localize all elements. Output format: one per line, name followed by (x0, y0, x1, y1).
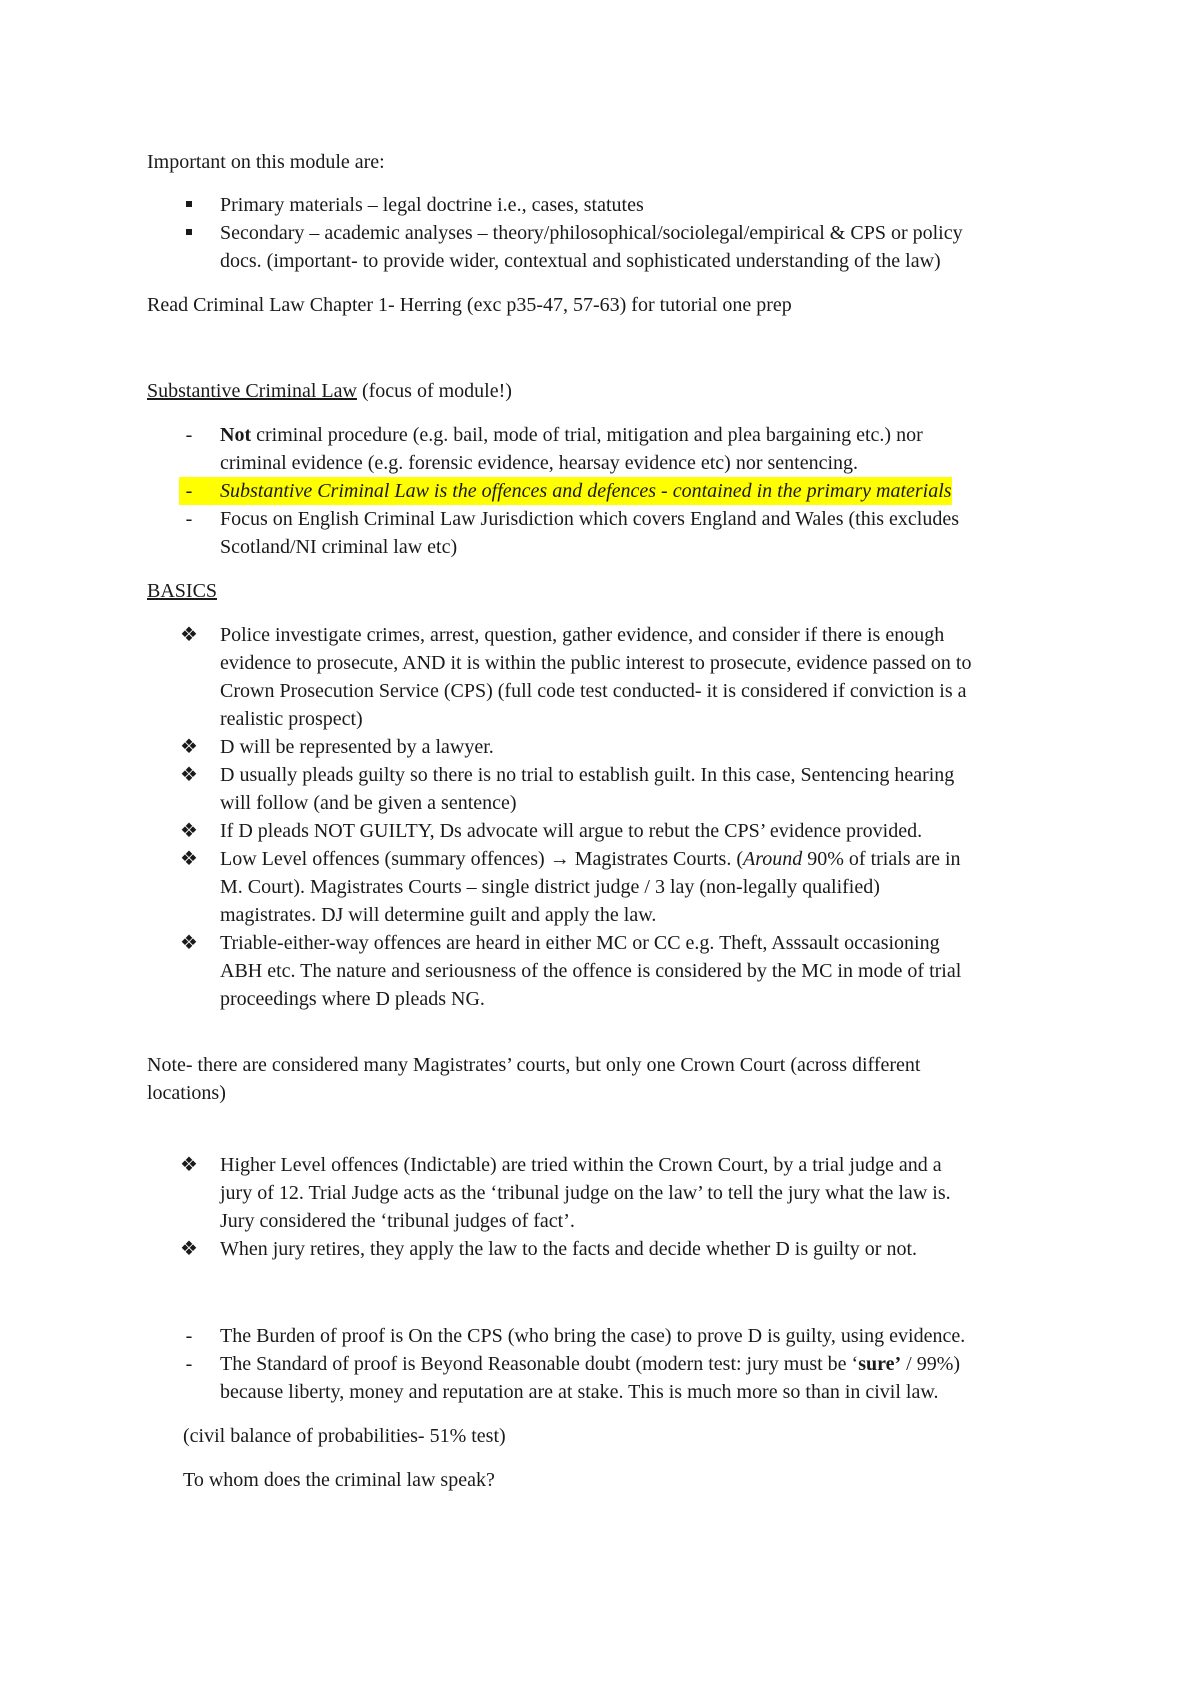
diamond-bullet: ❖ (180, 764, 198, 786)
basics-4: If D pleads NOT GUILTY, Ds advocate will argue to rebut the CPS’ evidence provided. (220, 820, 923, 842)
basics-6-line1: Triable-either-way offences are heard in either MC or CC e.g. Theft, Asssault occasioning (220, 932, 940, 954)
substantive-item-1-line2: criminal evidence (e.g. forensic evidence, hearsay evidence etc) nor sentencing. (220, 452, 859, 474)
higher-1-line2: jury of 12. Trial Judge acts as the ‘tribunal judge on the law’ to tell the jury what the law is. (220, 1182, 951, 1204)
basics-5-italic: Around (743, 848, 803, 870)
proof-standard-text-a: The Standard of proof is Beyond Reasonable doubt (modern test: jury must be ‘ (220, 1353, 859, 1375)
dash-bullet-highlighted: - (179, 477, 199, 505)
diamond-bullet: ❖ (180, 1154, 198, 1176)
secondary-item-line2: docs. (important- to provide wider, contextual and sophisticated understanding of the law) (220, 250, 941, 272)
diamond-bullet: ❖ (180, 820, 198, 842)
note-line2: locations) (147, 1082, 226, 1104)
substantive-heading-rest: (focus of module!) (356, 380, 512, 402)
basics-heading: BASICS (147, 580, 218, 602)
highlight-gap (199, 477, 220, 505)
basics-3-line2: will follow (and be given a sentence) (220, 792, 517, 814)
basics-5-text-a: Low Level offences (summary offences) (220, 848, 550, 870)
secondary-item-line1: Secondary – academic analyses – theory/philosophical/sociolegal/empirical & CPS or policy (220, 222, 963, 244)
reading-note: Read Criminal Law Chapter 1- Herring (exc p35-47, 57-63) for tutorial one prep (147, 294, 792, 316)
diamond-bullet: ❖ (180, 736, 198, 758)
not-bold: Not (220, 424, 252, 446)
proof-standard-line1 (220, 1350, 960, 1378)
dash-bullet: - (185, 1353, 193, 1375)
basics-5-line1 (220, 845, 961, 873)
diamond-bullet: ❖ (180, 1238, 198, 1260)
civil-note: (civil balance of probabilities- 51% test) (183, 1425, 506, 1447)
sure-bold: sure’ (858, 1353, 902, 1375)
proof-burden: The Burden of proof is On the CPS (who bring the case) to prove D is guilty, using evidence. (220, 1325, 966, 1347)
primary-materials-item: Primary materials – legal doctrine i.e., cases, statutes (220, 194, 644, 216)
basics-5-line3: magistrates. DJ will determine guilt and apply the law. (220, 904, 657, 926)
diamond-bullet: ❖ (180, 624, 198, 646)
higher-2: When jury retires, they apply the law to the facts and decide whether D is guilty or not. (220, 1238, 918, 1260)
dash-bullet: - (185, 508, 193, 530)
basics-1-line2: evidence to prosecute, AND it is within the public interest to prosecute, evidence passed on to (220, 652, 972, 674)
basics-2: D will be represented by a lawyer. (220, 736, 494, 758)
closing-question: To whom does the criminal law speak? (183, 1469, 495, 1491)
higher-1-line1: Higher Level offences (Indictable) are tried within the Crown Court, by a trial judge and a (220, 1154, 942, 1176)
square-bullet (179, 219, 199, 247)
proof-standard-line2: because liberty, money and reputation are at stake. This is much more so than in civil law. (220, 1381, 939, 1403)
basics-1-line4: realistic prospect) (220, 708, 363, 730)
note-line1: Note- there are considered many Magistrates’ courts, but only one Crown Court (across different (147, 1054, 921, 1076)
basics-1-line1: Police investigate crimes, arrest, question, gather evidence, and consider if there is enough (220, 624, 945, 646)
basics-6-line3: proceedings where D pleads NG. (220, 988, 485, 1010)
basics-6-line2: ABH etc. The nature and seriousness of the offence is considered by the MC in mode of trial (220, 960, 962, 982)
substantive-item-3-line1: Focus on English Criminal Law Jurisdiction which covers England and Wales (this excludes (220, 508, 960, 530)
substantive-heading-underlined: Substantive Criminal Law (147, 380, 357, 402)
substantive-item-1-text: criminal procedure (e.g. bail, mode of trial, mitigation and plea bargaining etc.) nor (251, 424, 923, 446)
diamond-bullet: ❖ (180, 848, 198, 870)
substantive-item-1-line1 (220, 421, 923, 449)
proof-standard-text-b: / 99%) (901, 1353, 961, 1375)
higher-1-line3: Jury considered the ‘tribunal judges of fact’. (220, 1210, 575, 1232)
dash-bullet: - (185, 1325, 193, 1347)
basics-5-text-c: 90% of trials are in (802, 848, 961, 870)
substantive-item-2-highlighted: Substantive Criminal Law is the offences and defences - contained in the primary materials (220, 477, 952, 505)
basics-3-line1: D usually pleads guilty so there is no trial to establish guilt. In this case, Sentencing hearing (220, 764, 955, 786)
basics-5-text-b: Magistrates Courts. ( (569, 848, 743, 870)
basics-5-line2: M. Court). Magistrates Courts – single district judge / 3 lay (non-legally qualified) (220, 876, 880, 898)
intro-heading: Important on this module are: (147, 151, 385, 173)
basics-1-line3: Crown Prosecution Service (CPS) (full code test conducted- it is considered if conviction is a (220, 680, 967, 702)
diamond-bullet: ❖ (180, 932, 198, 954)
square-bullet (179, 191, 199, 219)
arrow-right-icon: → (549, 848, 570, 870)
substantive-item-3-line2: Scotland/NI criminal law etc) (220, 536, 458, 558)
dash-bullet: - (185, 424, 193, 446)
substantive-heading (147, 377, 512, 405)
